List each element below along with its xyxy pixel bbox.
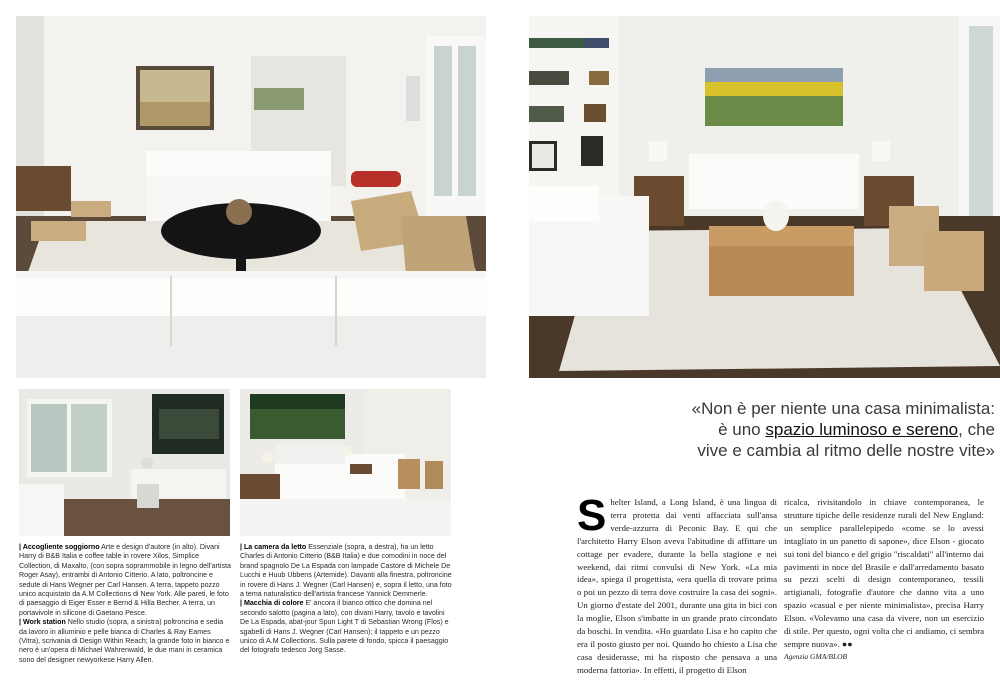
caption-heading: | Macchia di colore (240, 599, 304, 608)
quote-highlight: spazio luminoso e sereno (765, 420, 959, 439)
pull-quote (560, 398, 995, 461)
caption-left (19, 543, 231, 665)
drop-cap: S (577, 491, 607, 540)
caption-color (240, 599, 452, 655)
caption-heading: | La camera da letto (240, 543, 307, 551)
caption-text: E' ancora il bianco ottico che domina nel secondo salotto (pagina a lato), con divani Harry, tavolo e tavolini De La Espada, abat-jour Spun Light T di Sebastian Wrong (Flos) e sgabelli di Hans J. Wegner (Carl Hansen); il tappeto e un pezzo unico di A.M Collections. Sulla parete di fondo, spicca il paesaggio del fotografo tedesco Jorg Sasse. (240, 599, 449, 655)
article-column-2 (784, 496, 984, 664)
quote-line-2-pre: è uno (718, 420, 766, 439)
article-text: helter Island, a Long Island, è una lingua di terra protetta dai venti affacciata sull'ansa verde-azzurra di Peconic Bay. E qui che l'architetto Harry Elson aveva l'abitudine di affittare un cottage per evadere, durante la bella stagione e nei weekend, dai ritmi convulsi di New York. «La mia idea», spiega il progettista, «era quella di trovare prima o poi un pezzo di terra dove costruire la casa dei sogni». Un giorno d'estate del 2001, durante una gita in bici con la moglie, Elson s'imbatte in un grande prato circondato da boschi. In vendita. «Ho guardato Lisa e ho capito che era il posto giusto per noi. Quando ho chiesto a Lisa che casa desiderasse, mi ha risposto che pensava a una moderna fattoria». In effetti, il progetto di Elson (577, 497, 777, 675)
caption-right (240, 543, 452, 656)
article-column-1 (577, 491, 777, 677)
caption-text: Nello studio (sopra, a sinistra) poltroncina e sedia da lavoro in alluminio e pelle bianca di Charles & Ray Eames (Vitra), scrivania di Design Within Reach; la grande foto in bianco e nero è un'opera di Michael Wahrenwald, le due mani in ceramica sono del designer newyorkese Harry Allen. (19, 618, 230, 664)
end-mark: ●● (839, 638, 853, 649)
photo-credit: Agenzia GMA/BLOB (784, 651, 848, 661)
caption-work-station (19, 618, 231, 665)
caption-living-room (19, 543, 231, 618)
caption-text: Essenziale (sopra, a destra), ha un letto Charles di Antonio Citterio (B&B Italia) e due comodini in noce del brand spagnolo De La Espada con lampade Castore di Michele De Lucchi e Huub Ubbens (Artemide). Davanti alla finestra, poltroncine in rovere di Hans J. Wegner (Carl Hansen) e, sopra il letto, una foto a tema naturalistico dell'artista francese Yannick Demmerle. (240, 543, 452, 599)
article-text: ricalca, rivisitandolo in chiave contemporanea, le strutture tipiche delle residenze rurali del New England: un semplice parallelepipedo «come se lo avessi intagliato in un panetto di sapone», dice Elson - giocato sui toni del bianco e del grigio "riscaldati" all'interno dai pavimenti in noce del Brasile e dall'arredamento basato su pezzi scelti di design contemporaneo, tessili artigianali, fotografie d'autore che danno vita a uno spazio «casual e per niente minimalista», precisa Harry Elson. «Volevamo una casa da vivere, non un esercizio di stile. Per questo, ogni volta che ci andiamo, ci sembra sempre nuova». (784, 497, 984, 649)
living-room-photo (16, 16, 486, 378)
caption-heading: | Work station (19, 618, 66, 627)
bedroom-photo (240, 389, 451, 536)
caption-bedroom (240, 543, 452, 599)
quote-line-2-post: , che (958, 420, 995, 439)
caption-heading: | Accogliente soggiorno (19, 543, 100, 551)
second-living-room-photo (529, 16, 1000, 378)
caption-text: Arte e design d'autore (in alto). Divani Harry di B&B Italia e coffee table in rovere Xilos, Simplice Collection, di Maxalto, (con sopra soprammobile in legno dell'artista Roger Asay), entrambi di Antonio Citterio. A lato, poltroncine e sedute di Hans Wegner per Carl Hansen. A terra, tappeto pozzo unico acquistato da A.M Collections di New York. Alle pareti, le foto di paesaggio di Eiger Esser e Bernd & Hilla Becher. A terra, un portavivole in silicone di Gaetano Pesce. (19, 543, 231, 617)
quote-line-2 (560, 419, 995, 440)
quote-line-1: «Non è per niente una casa minimalista: (691, 399, 995, 418)
study-photo (19, 389, 230, 536)
quote-line-3: vive e cambia al ritmo delle nostre vite» (697, 441, 995, 460)
